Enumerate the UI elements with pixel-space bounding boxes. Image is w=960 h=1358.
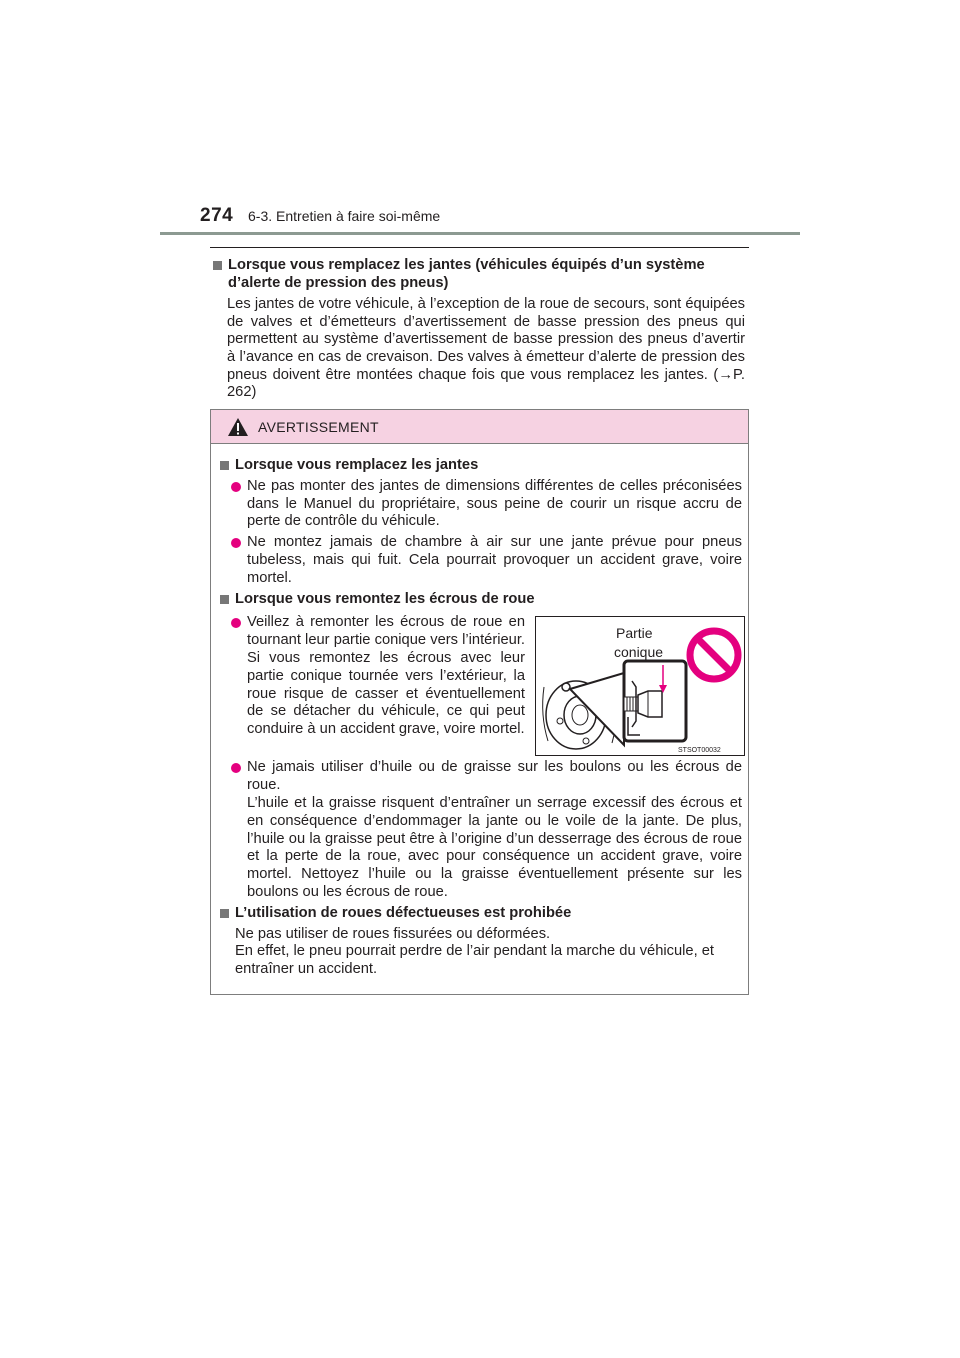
warning-header [211, 410, 748, 444]
warning-section-3-heading [217, 905, 742, 923]
pink-dot-bullet-icon [231, 482, 241, 492]
section-title: 6-3. Entretien à faire soi-même [248, 208, 441, 224]
warning-title: AVERTISSEMENT [258, 418, 379, 435]
list-item-text: Veillez à remonter les écrous de roue en tournant leur partie conique vers l’intérieur. Si vous remontez les écrous avec leur partie conique tournée vers l’extérieur, la roue risque de casser et éventuellement de se détacher du véhicule, ce qui peut conduire à un accident grave, voire mortel. [247, 614, 525, 738]
warning-section-3-heading-text: L’utilisation de roues défectueuses est prohibée [235, 904, 572, 921]
warning-section-1-heading-text: Lorsque vous remplacez les jantes [235, 457, 479, 473]
list-item-text [247, 759, 742, 901]
wheel-nut-illustration [535, 616, 745, 756]
list-item [229, 614, 525, 756]
warning-triangle-icon [227, 417, 249, 437]
list-item [229, 534, 742, 587]
intro-heading [210, 257, 750, 292]
figure-row [217, 611, 742, 756]
header-rule [160, 232, 800, 235]
square-bullet-icon [220, 595, 229, 604]
list-item-text: Ne pas monter des jantes de dimensions différentes de celles préconisées dans le Manuel du propriétaire, sous peine de courir un risque accru de perte de contrôle du véhicule. [247, 477, 742, 530]
warning-box [210, 409, 749, 995]
list-item [229, 759, 742, 901]
figure-label: Partie [616, 625, 653, 642]
pink-dot-bullet-icon [231, 538, 241, 548]
warning-section-1-heading [217, 457, 742, 475]
square-bullet-icon [213, 261, 222, 270]
pink-dot-bullet-icon [231, 618, 241, 628]
text-line: Ne pas utiliser de roues fissurées ou déformées. [235, 925, 551, 942]
list-item-line: L’huile et la graisse risquent d’entraîner un serrage excessif des écrous et en conséquence d’endommager la jante ou le voile de la jante. De plus, l’huile ou la graisse peut être à l’origine d’un desserrage des écrous de roue et la perte de la roue, avec pour conséquence un accident grave, voire mortel. Nettoyez l’huile ou la graisse éventuellement présente sur les boulons ou les écrous de roue. [247, 794, 742, 900]
intro-paragraph: Les jantes de votre véhicule, à l’exception de la roue de secours, sont équipées de valves et d’émetteurs d’avertissement de basse pression des pneus qui permettent au système d’avertissement de basse pression des pneus d’avertir à l’avance en cas de crevaison. Des valves à émetteur d’alerte de pression des pneus doivent être montées chaque fois que vous remplacez les jantes. (→P. 262) [227, 296, 745, 401]
warning-section-2-heading [217, 591, 742, 609]
intro-heading-text: Lorsque vous remplacez les jantes (véhicules équipés d’un système d’alerte de pression des pneus) [228, 257, 705, 291]
list-item [229, 478, 742, 531]
warning-body [211, 444, 748, 979]
list-item-line: Ne jamais utiliser d’huile ou de graisse sur les boulons ou les écrous de roue. [247, 759, 742, 794]
warning-section-2-heading-text: Lorsque vous remontez les écrous de roue [235, 590, 535, 607]
warning-section-3-text [235, 926, 742, 979]
pink-dot-bullet-icon [231, 763, 241, 773]
intro-section [210, 257, 750, 402]
square-bullet-icon [220, 461, 229, 470]
text-line: En effet, le pneu pourrait perdre de l’air pendant la marche du véhicule, et entraîner un accident. [235, 943, 715, 978]
list-item-text: Ne montez jamais de chambre à air sur une jante prévue pour pneus tubeless, mais qui fuit. Cela pourrait provoquer un accident grave, voire mortel. [247, 534, 742, 586]
divider [210, 247, 749, 248]
square-bullet-icon [220, 909, 229, 918]
page-number: 274 [200, 205, 234, 226]
figure-label: conique [614, 644, 664, 661]
figure-code: STSOT00032 [678, 747, 721, 755]
